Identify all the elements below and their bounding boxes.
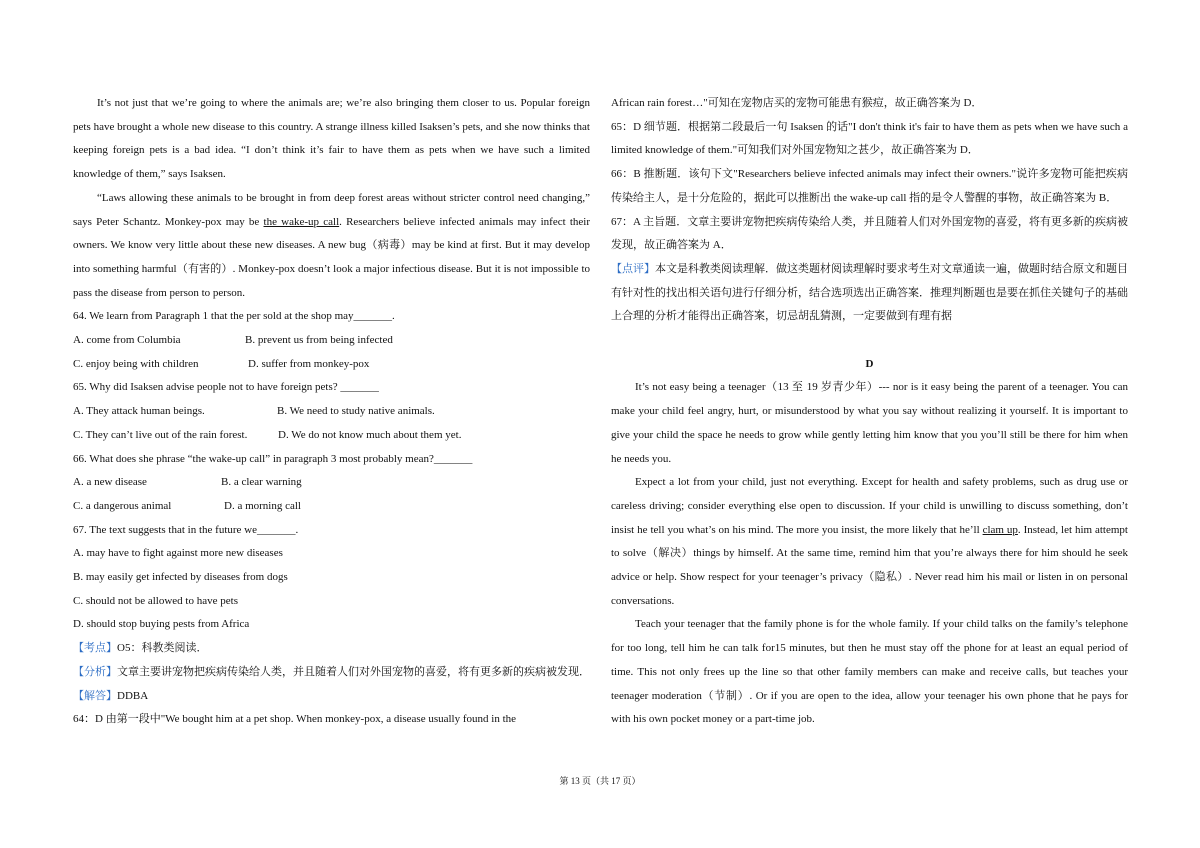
dianping-section: 【点评】本文是科教类阅读理解．做这类题材阅读理解时要求考生对文章通读一遍，做题时结合原文和题目有针对性的找出相关语句进行仔细分析，结合选项选出正确答案．推理判断题也是要在抓住关键句子的基础上合理的分析才能得出正确答案，切忌胡乱猜测，一定要做到有理有据 xyxy=(611,262,1128,323)
jieda-tag: 【解答】 xyxy=(73,689,117,702)
spacer xyxy=(611,329,1128,353)
passage-paragraph: Teach your teenager that the family phone is for the whole family. If your child talks on the family’s telephone for too long, tell him he can talk for15 minutes, but then he must stay off the phone for at least an equal period of time. This not only frees up the line so that other family members can make and receive calls, but teaches your teenager moderation（节制）. Or if you are open to the idea, allow your teenager his own phone that he pays for with his own pocket money or a part-time job. xyxy=(611,618,1128,726)
question-64: 64. We learn from Paragraph 1 that the per sold at the shop may_______. xyxy=(73,310,395,323)
options-row xyxy=(73,400,590,424)
left-column xyxy=(73,92,590,732)
option: C. a dangerous animal xyxy=(73,499,172,512)
fenxi-section: 【分析】文章主要讲宠物把疾病传染给人类，并且随着人们对外国宠物的喜爱，将有更多新的疾病被发现． xyxy=(73,665,590,678)
answer-66: 66：B 推断题．该句下文"Researchers believe infected animals may infect their owners."说许多宠物可能把疾病传染给主人，是十分危险的，据此可以推断出 the wake-up call 指的是令人警醒的事物，故正确答案为 B． xyxy=(611,168,1128,204)
option: A. They attack human beings. xyxy=(73,405,205,418)
answer-64-continued: African rain forest…"可知在宠物店买的宠物可能患有猴痘，故正确答案为 D． xyxy=(611,97,983,109)
page-footer: 第 13 页（共 17 页） xyxy=(559,776,641,786)
option: D. suffer from monkey-pox xyxy=(248,357,370,370)
passage-paragraph: “Laws allowing these animals to be brought in from deep forest areas without stricter control need changing,” says Peter Schantz. Monkey-pox may be the wake-up call. Researchers believe infected animals may infect their owners. We know very little about these new diseases. A new bug（病毒）may be kind at first. But it may develop into something harmful（有害的）. Monkey-pox doesn’t look a major infectious disease. But it is not impossible to pass the disease from person to person. xyxy=(73,191,591,299)
question-66: 66. What does she phrase “the wake-up call” in paragraph 3 most probably mean?_______ xyxy=(73,452,473,465)
section-heading: D xyxy=(865,357,874,370)
option: B. We need to study native animals. xyxy=(277,405,435,418)
dianping-tag: 【点评】 xyxy=(611,262,655,275)
right-column xyxy=(611,92,1128,732)
option: C. should not be allowed to have pets xyxy=(73,594,238,607)
underlined-phrase: clam up xyxy=(982,523,1018,536)
passage-paragraph: It’s not just that we’re going to where the animals are; we’re also bringing them closer to us. Popular foreign pets have brought a whole new disease to this country. A strange illness killed Isaksen’s pets, and she now thinks that keeping foreign pets is a bad idea. “I don’t think it’s fair to have them as pets when we have such a limited knowledge of them,” says Isaksen. xyxy=(73,97,590,181)
option: B. prevent us from being infected xyxy=(245,334,393,347)
kaodian-section: 【考点】O5：科教类阅读． xyxy=(73,642,208,655)
kaodian-tag: 【考点】 xyxy=(73,642,117,655)
passage-paragraph: It’s not easy being a teenager（13 至 19 岁青少年）--- nor is it easy being the parent of a teenager. You can make your child feel angry, hurt, or misunderstood by what you say without realizing it yourself. It is important to give your child the space he needs to grow while gently letting him know that you you’ll still be there for him when he needs you. xyxy=(611,381,1128,465)
options-row xyxy=(73,471,590,495)
option: C. enjoy being with children xyxy=(73,357,199,370)
options-row xyxy=(73,353,590,377)
option: A. a new disease xyxy=(73,476,147,489)
question-67: 67. The text suggests that in the future we_______. xyxy=(73,523,299,536)
option: A. may have to fight against more new diseases xyxy=(73,547,283,560)
option: B. may easily get infected by diseases from dogs xyxy=(73,571,288,584)
option: B. a clear warning xyxy=(221,476,302,489)
options-row xyxy=(73,329,590,353)
underlined-phrase: the wake-up call xyxy=(263,215,340,228)
options-row xyxy=(73,495,590,519)
option: D. should stop buying pests from Africa xyxy=(73,618,250,631)
option: D. a morning call xyxy=(224,499,301,512)
option: A. come from Columbia xyxy=(73,334,181,347)
answer-65: 65：D 细节题．根据第二段最后一句 Isaksen 的话"I don't think it's fair to have them as pets when we have such a limited knowledge of them."可知我们对外国宠物知之甚少，故正确答案为 D． xyxy=(611,120,1128,157)
passage-paragraph: Expect a lot from your child, just not everything. Except for health and safety problems, such as drug use or careless driving; consider everything else open to discussion. If your child is unwilling to discuss something, don’t insist he tell you what’s on his mind. The more you insist, the more likely that he’ll clam up. Instead, let him attempt to solve（解决）things by himself. At the same time, remind him that you’re always there for him should he seek advice or help. Show respect for your teenager’s privacy（隐私）. Never read him his mail or listen in on personal conversations. xyxy=(611,476,1128,607)
jieda-section: 【解答】DDBA xyxy=(73,689,149,702)
options-row xyxy=(73,424,590,448)
answer-67: 67：A 主旨题．文章主要讲宠物把疾病传染给人类，并且随着人们对外国宠物的喜爱，将有更多新的疾病被发现，故正确答案为 A． xyxy=(611,215,1128,252)
answer-64: 64：D 由第一段中"We bought him at a pet shop. When monkey-pox, a disease usually found in the xyxy=(73,713,517,726)
fenxi-tag: 【分析】 xyxy=(73,665,117,678)
question-65: 65. Why did Isaksen advise people not to have foreign pets? _______ xyxy=(73,381,379,394)
option: C. They can’t live out of the rain forest. xyxy=(73,428,248,441)
option: D. We do not know much about them yet. xyxy=(278,428,462,441)
